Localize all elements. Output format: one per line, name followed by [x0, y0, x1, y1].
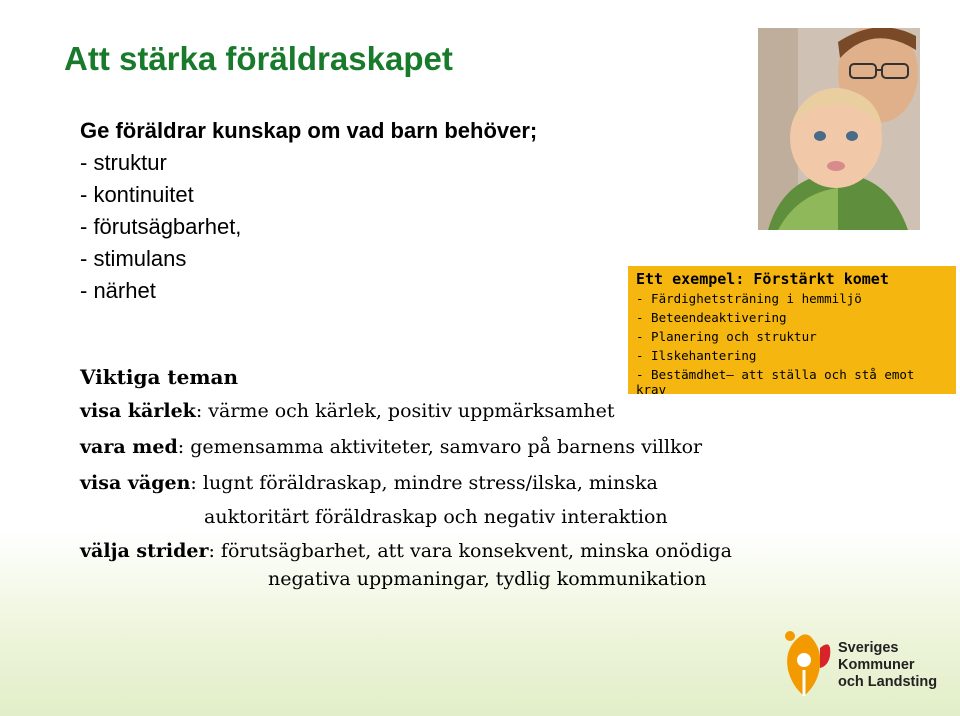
example-item: - Bestämdhet– att ställa och stå emot: [636, 367, 915, 382]
theme-text: : värme och kärlek, positiv uppmärksamhet: [195, 400, 615, 422]
theme-text: : lugnt föräldraskap, mindre stress/ilska, minska: [190, 472, 658, 494]
photo-illustration: [758, 28, 920, 230]
logo-line: Sveriges: [838, 640, 899, 656]
need-item: - närhet: [80, 278, 156, 303]
theme-text: : gemensamma aktiviteter, samvaro på barnens villkor: [177, 436, 703, 458]
example-heading: Ett exempel: Förstärkt komet: [636, 270, 889, 288]
need-item: - struktur: [80, 150, 167, 175]
theme-continuation: negativa uppmaningar, tydlig kommunikation: [268, 568, 707, 590]
theme-row: [80, 472, 658, 494]
logo-line: och Landsting: [838, 674, 938, 690]
theme-row: [80, 400, 615, 422]
theme-term: vara med: [80, 436, 178, 458]
example-box: [628, 266, 956, 397]
section-title: Viktiga teman: [80, 365, 238, 389]
need-item: - stimulans: [80, 246, 187, 271]
need-item: - förutsägbarhet,: [80, 214, 242, 239]
theme-row: [80, 436, 702, 458]
father-child-photo: [758, 28, 920, 230]
theme-term: visa kärlek: [80, 400, 196, 422]
theme-row: [80, 540, 732, 562]
need-item: - kontinuitet: [80, 182, 194, 207]
theme-continuation: auktoritärt föräldraskap och negativ interaktion: [204, 506, 668, 528]
example-item: - Planering och struktur: [636, 329, 817, 344]
example-item: - Ilskehantering: [636, 348, 757, 363]
slide-title: Att stärka föräldraskapet: [64, 40, 453, 77]
skl-logo-text: [838, 640, 937, 691]
theme-term: välja strider: [80, 540, 209, 562]
logo-line: Kommuner: [838, 657, 915, 673]
theme-text: : förutsägbarhet, att vara konsekvent, minska onödiga: [208, 540, 732, 562]
example-item: - Färdighetsträning i hemmiljö: [636, 291, 862, 306]
example-item: krav: [636, 382, 667, 397]
theme-term: visa vägen: [80, 472, 191, 494]
lead-text: Ge föräldrar kunskap om vad barn behöver;: [80, 118, 538, 143]
example-item: - Beteendeaktivering: [636, 310, 787, 325]
